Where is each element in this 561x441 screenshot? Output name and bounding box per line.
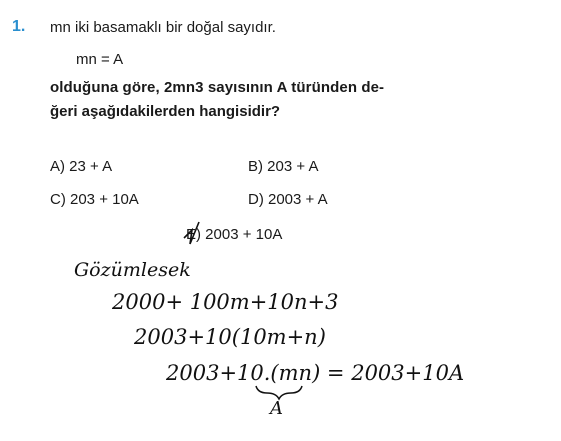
question-prompt-line-1: olduğuna göre, 2mn3 sayısının A türünden de- [50, 79, 385, 96]
question-stem: mn iki basamaklı bir doğal sayıdır. [50, 19, 276, 36]
option-e-value: 2003 + 10A [205, 226, 283, 243]
given-equation: mn = A [76, 51, 124, 68]
answer-checkmark-icon [184, 222, 199, 244]
handwritten-line-3: 2003+10.(mn) = 2003+10A [166, 361, 465, 385]
option-a[interactable]: A) 23 + A [50, 158, 113, 175]
option-d[interactable]: D) 2003 + A [248, 191, 328, 208]
option-e-letter: E) [186, 226, 201, 243]
option-b[interactable]: B) 203 + A [248, 158, 319, 175]
question-prompt-line-2: ğeri aşağıdakilerden hangisidir? [50, 103, 281, 120]
underbrace-label: A [270, 398, 283, 419]
option-c[interactable]: C) 203 + 10A [50, 191, 139, 208]
handwritten-line-1: 2000+ 100m+10n+3 [112, 290, 339, 314]
handwritten-heading: Gözümlesek [74, 259, 191, 281]
handwritten-line-2: 2003+10(10m+n) [134, 325, 326, 349]
question-number: 1. [12, 18, 26, 35]
